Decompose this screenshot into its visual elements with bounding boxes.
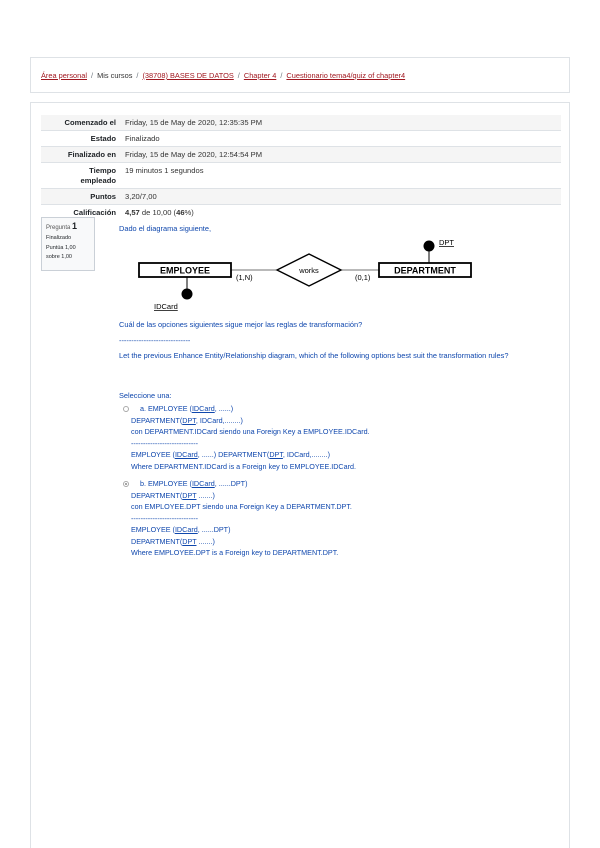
attempt-summary-table xyxy=(41,115,561,220)
question-grade-line2: sobre 1,00 xyxy=(46,254,72,260)
option-b-l5-key: IDCard xyxy=(174,525,198,534)
grade-percent: 46 xyxy=(176,208,185,217)
time-label-line1: Tiempo xyxy=(89,166,116,175)
question-label: Pregunta xyxy=(46,225,71,231)
summary-row-points xyxy=(41,189,561,205)
started-label: Comenzado el xyxy=(64,118,116,127)
question-grade xyxy=(46,244,90,262)
employee-entity-label: EMPLOYEE xyxy=(159,265,211,276)
option-b-l1-post: , ......DPT) xyxy=(214,479,248,488)
option-b-l2-post: .......) xyxy=(196,490,215,500)
quiz-review-card xyxy=(30,102,570,848)
option-a-l5-key: IDCard xyxy=(174,450,198,459)
question-info-box xyxy=(41,217,95,271)
option-b-line2 xyxy=(131,490,352,502)
breadcrumb-card xyxy=(30,57,570,93)
summary-row-time xyxy=(41,163,561,189)
grade-score: 4,57 xyxy=(125,208,140,217)
option-a-l5-post: , IDCard,........) xyxy=(282,450,331,459)
state-label: Estado xyxy=(90,134,116,143)
time-label xyxy=(41,163,122,189)
option-a-l2-post: , IDCard,........) xyxy=(195,415,243,425)
option-b-l6-pre: DEPARTMENT( xyxy=(131,536,183,546)
grade-rest: de 10,00 ( xyxy=(139,208,177,217)
option-b-l2-key: DPT xyxy=(182,490,197,500)
option-a-line6: Where DEPARTMENT.IDCard is a Foreign key to EMPLOYEE.IDCard. xyxy=(131,461,357,471)
breadcrumb xyxy=(41,71,405,80)
breadcrumb-separator: / xyxy=(91,71,94,80)
option-a-radio[interactable] xyxy=(123,406,129,412)
breadcrumb-course-link[interactable]: (38708) BASES DE DATOS xyxy=(142,71,234,80)
option-a-l5-mid: , ......) DEPARTMENT( xyxy=(197,450,270,459)
question-intro: Dado el diagrama siguiente, xyxy=(119,224,212,233)
option-b-line1 xyxy=(131,478,352,490)
summary-row-state xyxy=(41,131,561,147)
option-b-line3: con EMPLOYEE.DPT siendo una Foreign Key a DEPARTMENT.DPT. xyxy=(131,502,352,511)
option-b-l2-pre: DEPARTMENT( xyxy=(131,490,183,500)
option-a-l1-key: IDCard xyxy=(191,404,215,413)
time-value: 19 minutos 1 segundos xyxy=(125,166,204,175)
idcard-attribute-label: IDCard xyxy=(154,302,178,311)
option-a-l2-pre: DEPARTMENT( xyxy=(131,415,183,425)
grade-close: %) xyxy=(184,208,194,217)
finished-label: Finalizado en xyxy=(67,150,116,159)
grade-value xyxy=(122,205,561,221)
option-b-line5 xyxy=(131,524,352,536)
works-relationship-label: works xyxy=(299,266,319,275)
option-b-radio[interactable] xyxy=(123,481,129,487)
option-b[interactable] xyxy=(131,478,352,559)
option-a-l1-pre: a. EMPLOYEE ( xyxy=(140,404,192,413)
breadcrumb-separator: / xyxy=(280,71,283,80)
option-b-l1-pre: b. EMPLOYEE ( xyxy=(140,479,192,488)
option-b-line6 xyxy=(131,536,352,548)
cardinality-right: (0,1) xyxy=(355,273,371,282)
summary-row-finished xyxy=(41,147,561,163)
breadcrumb-chapter-link[interactable]: Chapter 4 xyxy=(243,71,277,80)
finished-value: Friday, 15 de May de 2020, 12:54:54 PM xyxy=(125,150,263,159)
option-b-l5-pre: EMPLOYEE ( xyxy=(131,525,175,534)
summary-row-grade xyxy=(41,205,561,221)
option-a[interactable] xyxy=(131,403,370,472)
time-label-line2: empleado xyxy=(80,176,116,185)
er-diagram xyxy=(119,233,479,315)
breadcrumb-quiz-link[interactable]: Cuestionario tema4/quiz of chapter4 xyxy=(286,71,406,80)
breadcrumb-separator: / xyxy=(237,71,240,80)
department-entity-label: DEPARTMENT xyxy=(394,265,456,276)
question-number-value: 1 xyxy=(72,221,78,231)
points-value: 3,20/7,00 xyxy=(125,192,157,201)
question-number xyxy=(46,221,90,231)
option-a-line4: ---------------------------- xyxy=(131,438,199,448)
question-prompt-en: Let the previous Enhance Entity/Relationship diagram, which of the following options best suit the transformation rules? xyxy=(119,351,509,360)
grade-label: Calificación xyxy=(73,208,116,217)
idcard-key-dot xyxy=(182,289,193,300)
points-label: Puntos xyxy=(90,192,116,201)
select-one-label: Seleccione una: xyxy=(119,391,172,400)
question-prompt-es: Cuál de las opciones siguientes sigue mejor las reglas de transformación? xyxy=(119,320,363,329)
option-a-line5 xyxy=(131,449,370,461)
summary-row-started xyxy=(41,115,561,131)
option-a-l1-post: , ......) xyxy=(214,404,234,413)
cardinality-left: (1,N) xyxy=(236,273,253,282)
option-a-line3: con DEPARTMENT.IDCard siendo una Foreign Key a EMPLOYEE.IDCard. xyxy=(131,427,370,436)
option-b-l1-key: IDCard xyxy=(191,479,215,488)
option-b-l6-key: DPT xyxy=(182,536,197,546)
breadcrumb-home-link[interactable]: Área personal xyxy=(41,71,88,80)
option-a-line2 xyxy=(131,415,370,427)
option-a-l5-pre: EMPLOYEE ( xyxy=(131,450,175,459)
option-b-l5-post: , ......DPT) xyxy=(197,525,231,534)
question-divider: ----------------------------- xyxy=(119,336,191,345)
option-b-l6-post: .......) xyxy=(196,536,215,546)
breadcrumb-courses: Mis cursos xyxy=(97,71,133,80)
state-value: Finalizado xyxy=(125,134,160,143)
started-value: Friday, 15 de May de 2020, 12:35:35 PM xyxy=(125,118,263,127)
option-b-line4: ---------------------------- xyxy=(131,513,199,523)
breadcrumb-separator: / xyxy=(136,71,139,80)
question-state: Finalizado xyxy=(46,235,72,241)
option-b-line7: Where EMPLOYEE.DPT is a Foreign key to DEPARTMENT.DPT. xyxy=(131,548,339,557)
option-a-l2-key: DPT xyxy=(182,415,196,425)
dpt-key-dot xyxy=(424,241,435,252)
question-grade-line1: Puntúa 1,00 xyxy=(46,245,76,251)
option-a-l5-key2: DPT xyxy=(269,450,283,459)
dpt-attribute-label: DPT xyxy=(439,238,454,247)
option-a-line1 xyxy=(131,403,370,415)
